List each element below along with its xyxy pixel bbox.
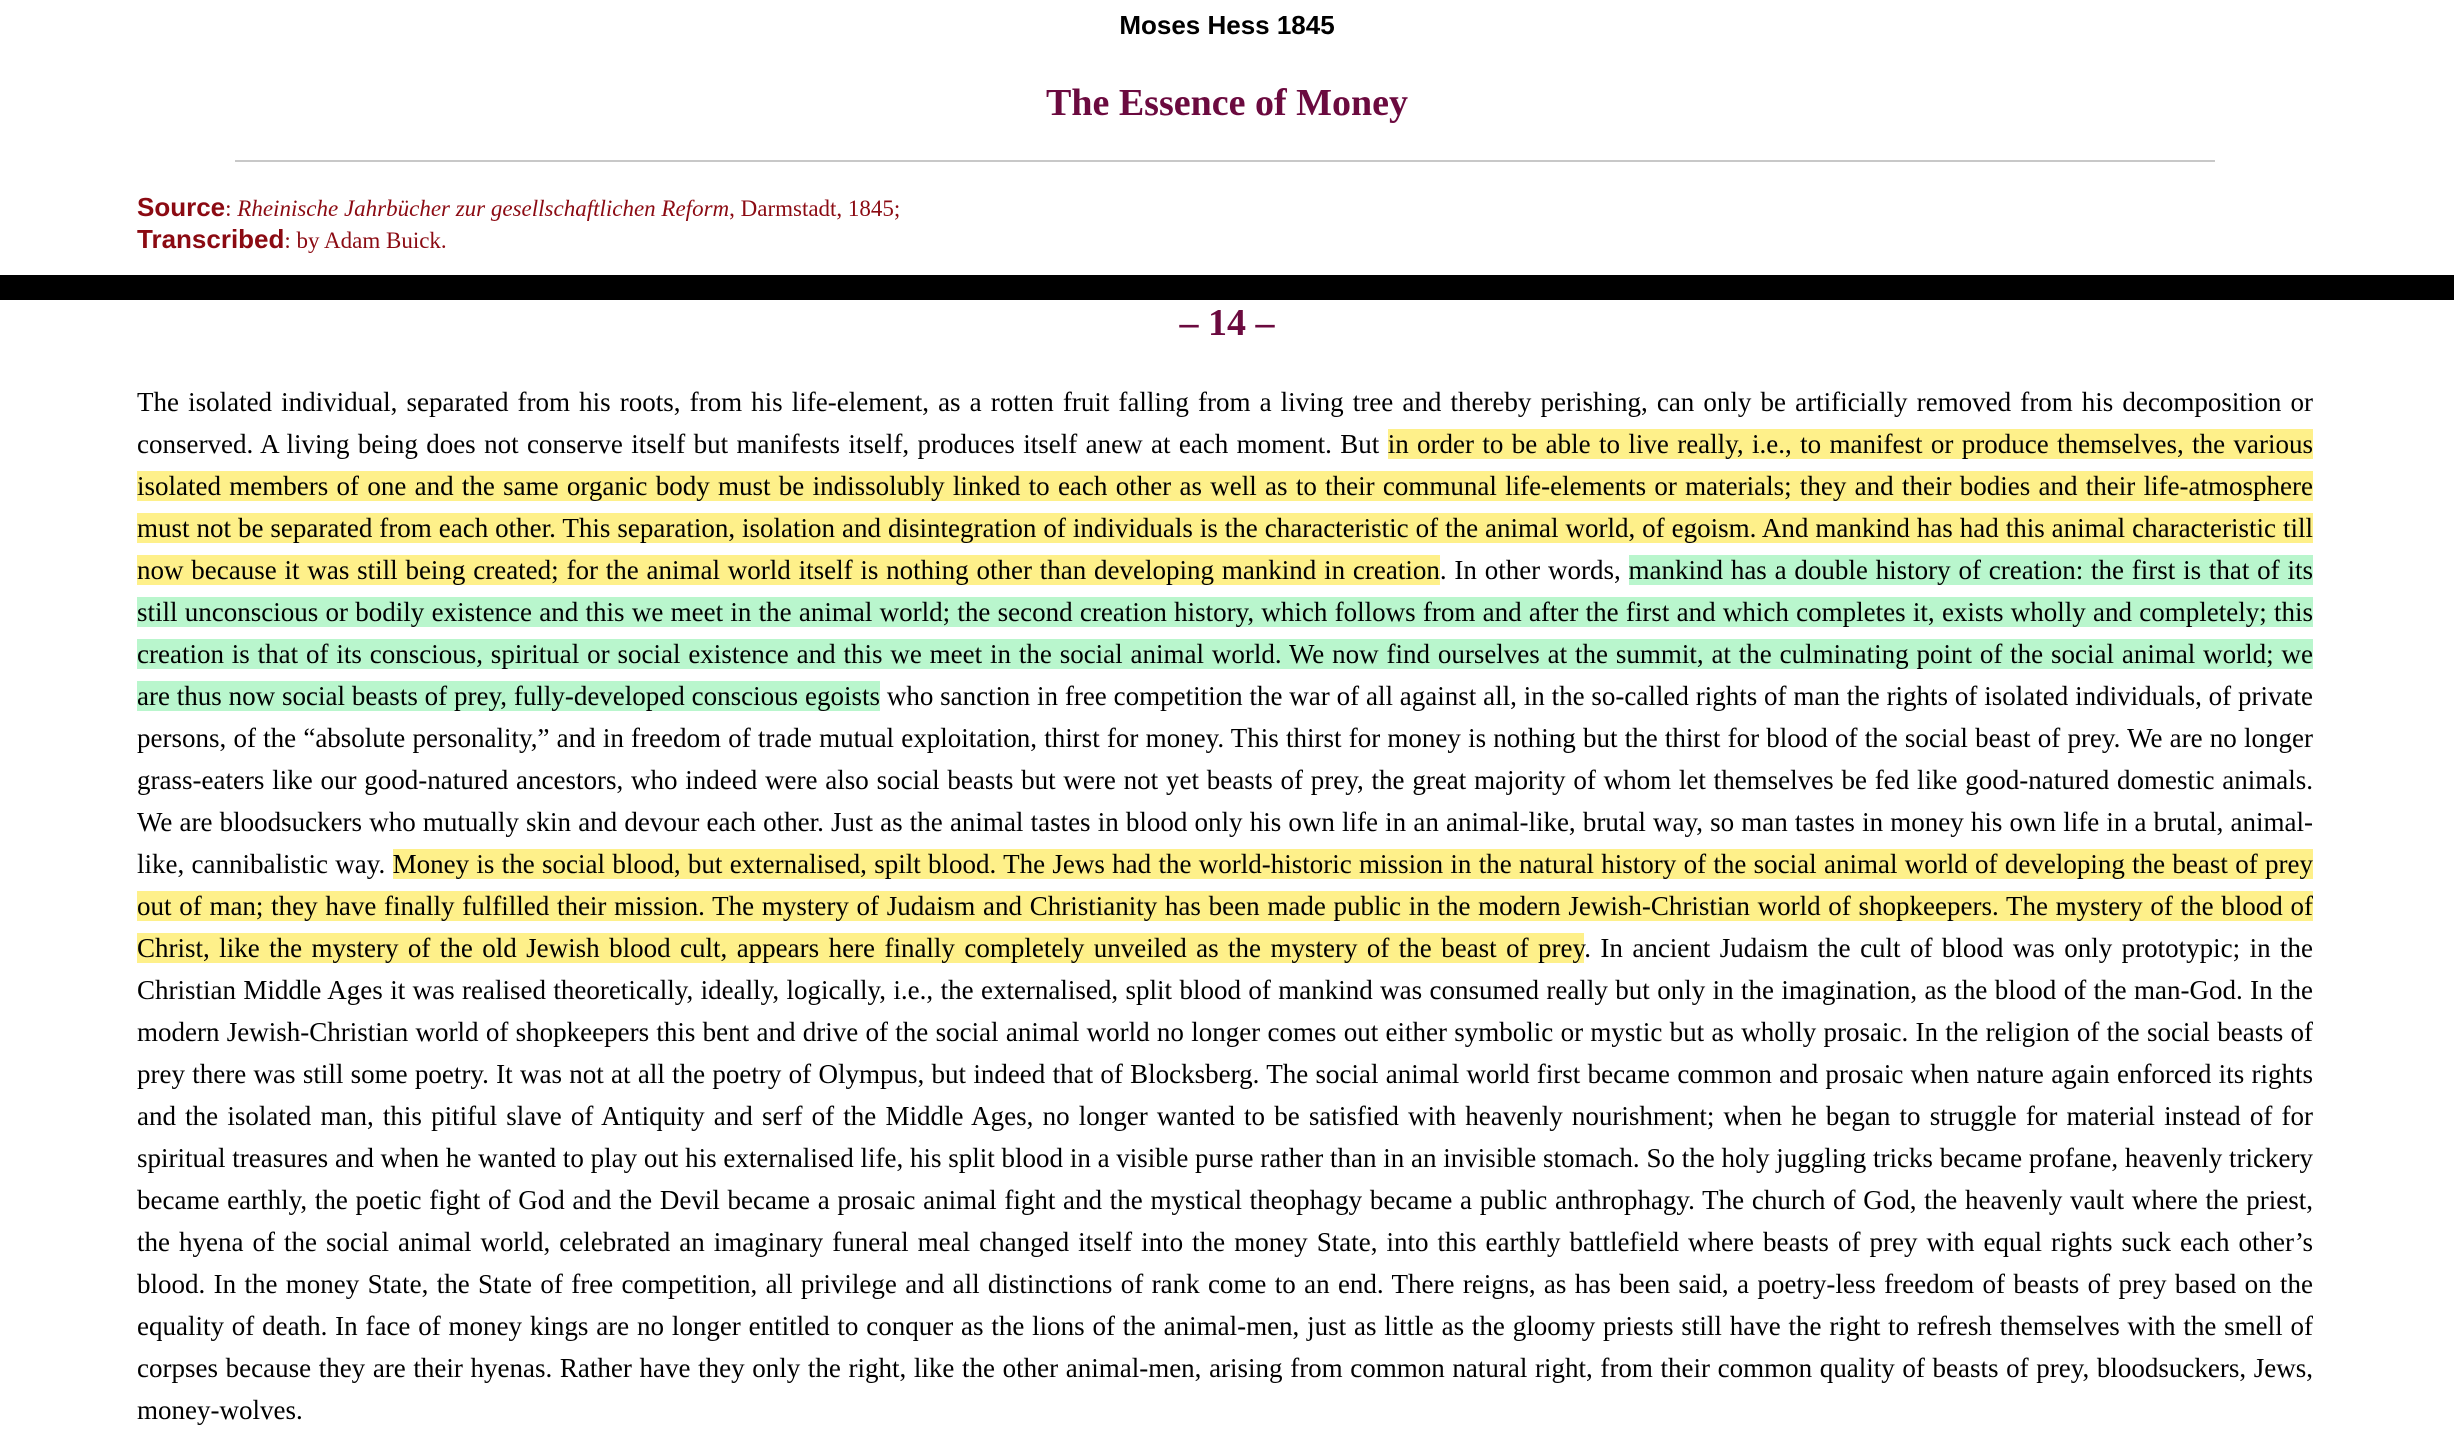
source-line <box>137 191 2337 225</box>
page-number-heading: – 14 – <box>1179 302 1275 344</box>
highlighted-text-yellow: in order to be able to live really, i.e., to manifest or produce themselves, the various isolated members of one and the same organic body must be indissolubly linked to each other as well as to their communal life-elements or materials; they and their bodies and their life-atmosphere must not be separated from each other. This separation, isolation and disintegration of individuals is the characteristic of the animal world, of egoism. And mankind has had this animal characteristic till now because it was still being created; for the animal world itself is nothing other than developing mankind in creation <box>137 429 2314 585</box>
source-publication: Rheinische Jahrbücher zur gesellschaftlichen Reform <box>237 196 730 221</box>
source-label: Source <box>137 192 226 222</box>
source-details: , Darmstadt, 1845; <box>729 196 901 221</box>
transcriber-name: : by Adam Buick. <box>284 228 447 253</box>
text-segment: . In ancient Judaism the cult of blood was only prototypic; in the Christian Middle Ages it was realised theoretically, ideally, logically, i.e., the externalised, split blood of mankind was consumed really but only in the imagination, as the blood of the man-God. In the modern Jewish-Christian world of shopkeepers this bent and drive of the social animal world no longer comes out either symbolic or mystic but as wholly prosaic. In the religion of the social beasts of prey there was still some poetry. It was not at all the poetry of Olympus, but indeed that of Blocksberg. The social animal world first became common and prosaic when nature again enforced its rights and the isolated man, this pitiful slave of Antiquity and serf of the Middle Ages, no longer wanted to be satisfied with heavenly nourishment; when he began to struggle for material instead of for spiritual treasures and when he wanted to play out his externalised life, his split blood in a visible purse rather than in an invisible stomach. So the holy juggling tricks became profane, heavenly trickery became earthly, the poetic fight of God and the Devil became a prosaic animal fight and the mystical theophagy became a public anthrophagy. The church of God, the heavenly vault where the priest, the hyena of the social animal world, celebrated an imaginary funeral meal changed itself into the money State, into this earthly battlefield where beasts of prey with equal rights suck each other’s blood. In the money State, the State of free competition, all privilege and all distinctions of rank come to an end. There reigns, as has been said, a poetry-less freedom of beasts of prey based on the equality of death. In face of money kings are no longer entitled to conquer as the lions of the animal-men, just as little as the gloomy priests still have the right to refresh themselves with the smell of corpses because they are their hyenas. Rather have they only the right, like the other animal-men, arising from common natural right, from their common quality of beasts of prey, bloodsuckers, Jews, money-wolves. <box>137 933 2313 1425</box>
author-year-header: Moses Hess 1845 <box>1119 10 1335 40</box>
section-divider-bar <box>0 275 2454 300</box>
body-paragraph <box>137 381 2313 1431</box>
transcribed-label: Transcribed <box>137 224 285 254</box>
text-segment: who sanction in free competition the war of all against all, in the so-called rights of man the rights of isolated individuals, of private persons, of the “absolute personality,” and in freedom of trade mutual exploitation, thirst for money. This thirst for money is nothing but the thirst for blood of the social beast of prey. We are no longer grass-eaters like our good-natured ancestors, who indeed were also social beasts but were not yet beasts of prey, the great majority of whom let themselves be fed like good-natured domestic animals. We are bloodsuckers who mutually skin and devour each other. Just as the animal tastes in blood only his own life in an animal-like, brutal way, so man tastes in money his own life in a brutal, animal-like, cannibalistic way. <box>137 681 2313 879</box>
transcribed-line <box>137 223 2337 257</box>
text-segment: . In other words, <box>1439 555 1629 585</box>
highlighted-text-yellow: Money is the social blood, but externalised, spilt blood. The Jews had the world-historic mission in the natural history of the social animal world of developing the beast of prey out of man; they have finally fulfilled their mission. The mystery of Judaism and Christianity has been made public in the modern Jewish-Christian world of shopkeepers. The mystery of the blood of Christ, like the mystery of the old Jewish blood cult, appears here finally completely unveiled as the mystery of the beast of prey <box>137 849 2313 963</box>
highlighted-text-green: mankind has a double history of creation: the first is that of its still unconscious or bodily existence and this we meet in the animal world; the second creation history, which follows from and after the first and which completes it, exists wholly and completely; this creation is that of its conscious, spiritual or social existence and this we meet in the social animal world. We now find ourselves at the summit, at the culminating point of the social animal world; we are thus now social beasts of prey, fully-developed conscious egoists <box>137 555 2313 711</box>
page-title: The Essence of Money <box>1045 82 1409 124</box>
source-separator: : <box>225 196 238 221</box>
title-divider <box>235 160 2215 162</box>
text-segment: The isolated individual, separated from his roots, from his life-element, as a rotten fruit falling from a living tree and thereby perishing, can only be artificially removed from his decomposition or conserved. A living being does not conserve itself but manifests itself, produces itself anew at each moment. But <box>137 387 2313 459</box>
